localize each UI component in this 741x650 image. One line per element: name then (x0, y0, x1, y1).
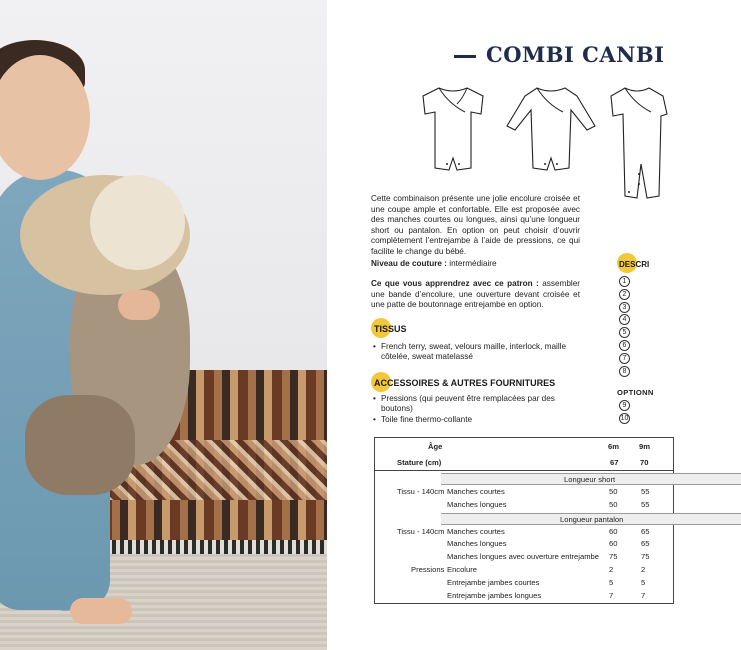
title-dash (454, 55, 476, 58)
description-number-7: 7 (619, 353, 630, 364)
description-number-2: 2 (619, 289, 630, 300)
row-value-1: 55 (641, 499, 650, 509)
options-heading: OPTIONN (617, 388, 654, 397)
row-item: Manches longues (447, 499, 507, 509)
list-item: • Toile fine thermo-collante (381, 415, 581, 425)
option-number-9: 9 (619, 400, 630, 411)
description-number-8: 8 (619, 366, 630, 377)
sewing-level-value: intermédiaire (449, 259, 497, 268)
description-heading: DESCRI (619, 260, 650, 269)
table-row-age (375, 441, 673, 453)
stature-label: Stature (cm) (397, 458, 442, 467)
description-paragraph: Cette combinaison présente une jolie encolure croisée et une coupe ample et confortable. Elle est proposée avec des manches courtes ou longues, ainsi qu’une longueur short ou pantalon. En option on peut choisir d’ouvrir complètement l’entrejambe à l’aide de pressions, ce qui facilite le change du bébé. (371, 194, 580, 256)
section-label: Longueur short (564, 475, 616, 484)
garment-drawing-long-sleeve-short (505, 84, 597, 176)
row-value-1: 5 (641, 577, 646, 587)
tissus-list (371, 342, 591, 363)
list-item: • French terry, sweat, velours maille, interlock, maille côtelée, sweat matelassé (381, 342, 591, 363)
table-row (375, 551, 673, 563)
learn-paragraph (371, 279, 580, 311)
age-label: Âge (428, 442, 443, 451)
row-value-1: 75 (641, 552, 650, 562)
sewing-level (371, 259, 611, 270)
row-item: Manches courtes (447, 526, 505, 536)
accessories-list (371, 394, 581, 425)
row-item: Manches courtes (447, 487, 505, 496)
section-label: Longueur pantalon (560, 514, 624, 524)
row-value-0: 60 (609, 539, 618, 549)
row-value-1: 55 (641, 487, 650, 496)
stature-col-1: 70 (640, 458, 649, 467)
table-section-band (441, 473, 741, 485)
row-item: Encolure (447, 565, 477, 574)
stature-col-0: 67 (610, 458, 619, 467)
learn-value: assembler une bande d’encolure, une ouverture devant croisée et une patte de boutonnage entrejambe en option. (371, 279, 580, 310)
description-number-4: 4 (619, 314, 630, 325)
row-group: Tissu - 140cm (397, 526, 445, 536)
table-divider (375, 470, 673, 471)
row-item: Entrejambe jambes longues (447, 590, 542, 600)
product-photo (0, 0, 327, 650)
tissus-heading: TISSUS (374, 324, 407, 334)
option-number-10: 10 (620, 415, 629, 422)
row-value-0: 7 (609, 590, 614, 600)
page-title: COMBI CANBI (486, 42, 665, 67)
sewing-level-label: Niveau de couture : (371, 259, 447, 268)
row-value-0: 60 (609, 526, 618, 536)
pattern-page (327, 0, 665, 650)
row-value-1: 2 (641, 565, 646, 574)
row-value-1: 65 (641, 526, 650, 536)
table-row-stature (375, 457, 673, 469)
learn-label: Ce que vous apprendrez avec ce patron : (371, 279, 539, 288)
row-value-0: 50 (609, 499, 618, 509)
table-row (375, 590, 673, 602)
description-number-3: 3 (619, 302, 630, 313)
description-number-6: 6 (619, 340, 630, 351)
table-row (375, 486, 673, 498)
row-value-0: 50 (609, 487, 618, 496)
row-value-0: 2 (609, 565, 614, 574)
row-group: Tissu - 140cm (397, 487, 445, 496)
table-row (375, 564, 673, 576)
row-item: Manches longues avec ouverture entrejambe (447, 552, 599, 562)
garment-drawing-long-pants (607, 84, 667, 204)
row-item: Entrejambe jambes courtes (447, 577, 540, 587)
garment-drawing-short-sleeve-short (419, 84, 487, 176)
row-item: Manches longues (447, 539, 507, 549)
row-value-1: 65 (641, 539, 650, 549)
age-col-0: 6m (608, 442, 619, 451)
row-value-0: 75 (609, 552, 618, 562)
table-row (375, 577, 673, 589)
size-table (374, 437, 674, 604)
table-row (375, 499, 673, 511)
description-number-5: 5 (619, 327, 630, 338)
list-item: • Pressions (qui peuvent être remplacées par des boutons) (381, 394, 581, 415)
age-col-1: 9m (639, 442, 650, 451)
table-row (375, 526, 673, 538)
table-row (375, 538, 673, 550)
description-number-1: 1 (619, 276, 630, 287)
table-section-band (441, 513, 741, 525)
row-value-0: 5 (609, 577, 614, 587)
row-group: Pressions (411, 565, 445, 574)
accessories-heading: ACCESSOIRES & AUTRES FOURNITURES (374, 378, 556, 388)
row-value-1: 7 (641, 590, 646, 600)
